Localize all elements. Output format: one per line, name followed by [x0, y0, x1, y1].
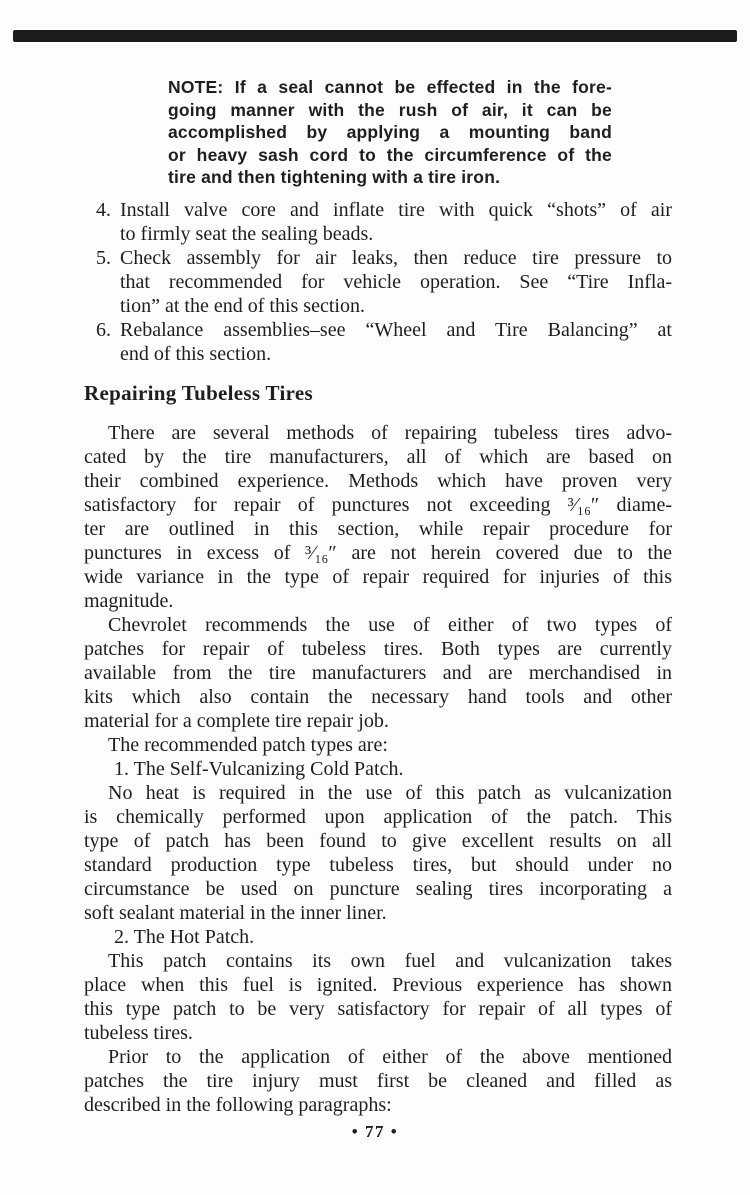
text-line: wide variance in the type of repair required for injuries of this	[84, 565, 672, 588]
text-line: satisfactory for repair of punctures not exceeding ³⁄₁₆″ diame-	[84, 493, 672, 516]
text-line: Rebalance assemblies–see “Wheel and Tire Balancing” at	[120, 318, 672, 341]
text-line: material for a complete tire repair job.	[84, 709, 389, 732]
text-line: standard production type tubeless tires, but should under no	[84, 853, 672, 876]
paragraph	[84, 733, 672, 757]
text-line: that recommended for vehicle operation. See “Tire Infla-	[120, 270, 672, 293]
numbered-steps	[84, 198, 672, 366]
text-line: patches the tire injury must first be cleaned and filled as	[84, 1069, 672, 1092]
step-item	[84, 198, 672, 246]
text-line: tubeless tires.	[84, 1021, 193, 1044]
page-number: • 77 •	[351, 1122, 399, 1141]
text-line: place when this fuel is ignited. Previous experience has shown	[84, 973, 672, 996]
text-line: their combined experience. Methods which have proven very	[84, 469, 672, 492]
paragraph	[84, 925, 672, 949]
text-line: circumstance be used on puncture sealing tires incorporating a	[84, 877, 672, 900]
text-line: Prior to the application of either of the above mentioned	[108, 1045, 672, 1068]
text-line: patches for repair of tubeless tires. Both types are currently	[84, 637, 672, 660]
step-number: 4.	[96, 198, 111, 221]
body-paragraphs	[84, 421, 672, 1117]
text-line: available from the tire manufacturers and are merchandised in	[84, 661, 672, 684]
text-line: magnitude.	[84, 589, 174, 612]
text-line: The recommended patch types are:	[108, 733, 388, 756]
text-line: Chevrolet recommends the use of either of two types of	[108, 613, 672, 636]
text-line: There are several methods of repairing tubeless tires advo-	[108, 421, 672, 444]
text-line: No heat is required in the use of this patch as vulcanization	[108, 781, 672, 804]
text-line: type of patch has been found to give excellent results on all	[84, 829, 672, 852]
text-line: This patch contains its own fuel and vulcanization takes	[108, 949, 672, 972]
step-number: 5.	[96, 246, 111, 269]
step-item	[84, 318, 672, 366]
text-line: described in the following paragraphs:	[84, 1093, 392, 1116]
step-item	[84, 246, 672, 318]
text-line: tire and then tightening with a tire iron.	[168, 167, 501, 187]
text-line: Check assembly for air leaks, then reduce tire pressure to	[120, 246, 672, 269]
text-line: is chemically performed upon application of the patch. This	[84, 805, 672, 828]
paragraph	[84, 949, 672, 1045]
text-line: or heavy sash cord to the circumference of the	[168, 144, 612, 165]
text-line: accomplished by applying a mounting band	[168, 122, 612, 142]
text-line: to firmly seat the sealing beads.	[120, 222, 374, 245]
paragraph	[84, 781, 672, 925]
text-line: soft sealant material in the inner liner.	[84, 901, 387, 924]
text-line: Install valve core and inflate tire with quick “shots” of air	[120, 198, 672, 221]
note-block	[168, 76, 612, 189]
section-heading: Repairing Tubeless Tires	[84, 380, 313, 405]
text-line: 2. The Hot Patch.	[114, 925, 255, 948]
paragraph	[84, 613, 672, 733]
page-content	[84, 76, 672, 1117]
text-line: tion” at the end of this section.	[120, 294, 365, 317]
text-line: NOTE: If a seal cannot be effected in the fore-	[168, 77, 612, 97]
paragraph	[84, 757, 672, 781]
text-line: going manner with the rush of air, it can be	[168, 99, 612, 120]
paragraph	[84, 421, 672, 613]
text-line: 1. The Self-Vulcanizing Cold Patch.	[114, 757, 404, 780]
text-line: this type patch to be very satisfactory for repair of all types of	[84, 997, 672, 1020]
step-number: 6.	[96, 318, 111, 341]
text-line: ter are outlined in this section, while repair procedure for	[84, 517, 672, 540]
text-line: kits which also contain the necessary hand tools and other	[84, 685, 672, 708]
text-line: end of this section.	[120, 342, 272, 365]
paragraph	[84, 1045, 672, 1117]
top-rule-bar	[13, 30, 737, 42]
text-line: cated by the tire manufacturers, all of which are based on	[84, 445, 672, 468]
text-line: punctures in excess of ³⁄₁₆″ are not herein covered due to the	[84, 541, 672, 564]
